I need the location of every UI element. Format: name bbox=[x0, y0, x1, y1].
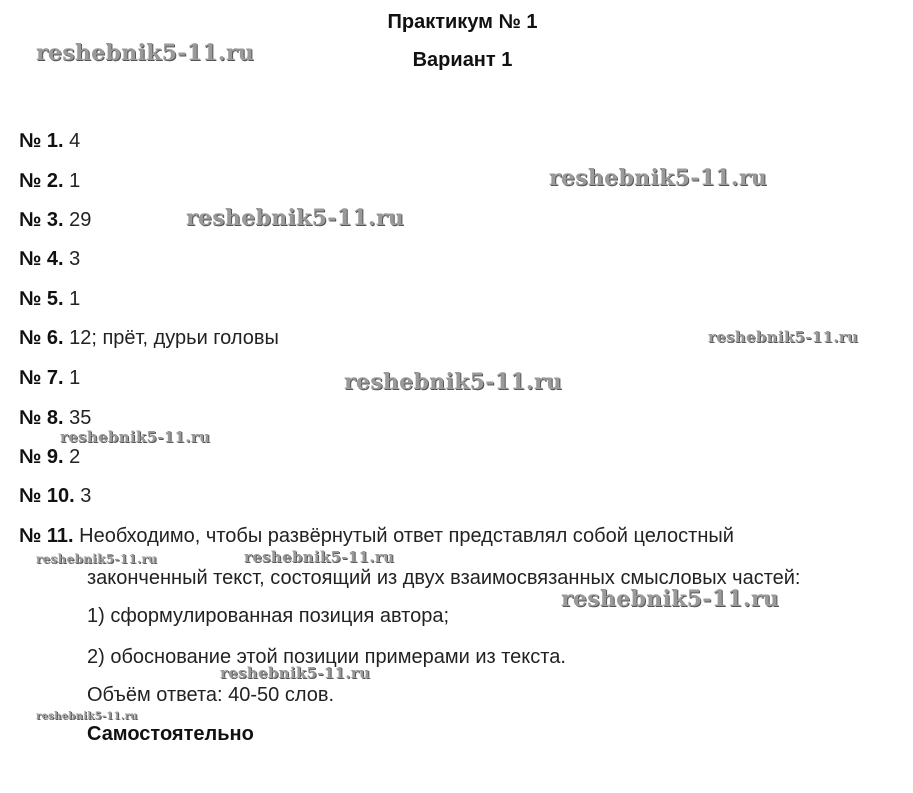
answer-label: № 9. bbox=[19, 446, 64, 468]
answer-label: № 2. bbox=[19, 170, 64, 192]
task11-line2: законченный текст, состоящий из двух взаимосвязанных смысловых частей: bbox=[87, 567, 801, 589]
watermark: reshebnik5-11.ru bbox=[344, 369, 563, 395]
answer-10 bbox=[19, 484, 91, 508]
answer-value: 3 bbox=[80, 485, 92, 507]
answer-6 bbox=[19, 326, 279, 350]
answer-label: № 5. bbox=[19, 288, 64, 310]
watermark: reshebnik5-11.ru bbox=[708, 328, 859, 346]
answer-11 bbox=[19, 524, 734, 548]
answer-9 bbox=[19, 445, 80, 469]
task11-volume: Объём ответа: 40-50 слов. bbox=[87, 684, 335, 706]
watermark: reshebnik5-11.ru bbox=[244, 548, 395, 566]
page-title: Практикум № 1 bbox=[387, 11, 538, 33]
answer-value: 1 bbox=[69, 367, 81, 389]
answer-3 bbox=[19, 208, 91, 232]
answer-2 bbox=[19, 169, 80, 193]
variant-title: Вариант 1 bbox=[412, 49, 513, 71]
watermark: reshebnik5-11.ru bbox=[36, 552, 158, 566]
watermark: reshebnik5-11.ru bbox=[186, 205, 405, 231]
answer-4 bbox=[19, 247, 80, 271]
watermark: reshebnik5-11.ru bbox=[60, 428, 211, 446]
answer-value: 1 bbox=[69, 288, 81, 310]
answer-value: 12; прёт, дурьи головы bbox=[69, 327, 279, 349]
answer-label: № 8. bbox=[19, 407, 64, 429]
answer-5 bbox=[19, 287, 80, 311]
answer-value: 2 bbox=[69, 446, 81, 468]
answer-7 bbox=[19, 366, 80, 390]
self-label: Самостоятельно bbox=[87, 723, 254, 745]
watermark: reshebnik5-11.ru bbox=[36, 40, 255, 66]
watermark: reshebnik5-11.ru bbox=[549, 165, 768, 191]
answer-value: 35 bbox=[69, 407, 92, 429]
answer-label: № 10. bbox=[19, 485, 75, 507]
answer-8 bbox=[19, 406, 91, 430]
answer-label: № 11. bbox=[19, 525, 74, 547]
answer-label: № 7. bbox=[19, 367, 64, 389]
watermark: reshebnik5-11.ru bbox=[220, 664, 371, 682]
answer-label: № 1. bbox=[19, 130, 64, 152]
answer-label: № 3. bbox=[19, 209, 64, 231]
answer-value: 3 bbox=[69, 248, 81, 270]
answer-value: 4 bbox=[69, 130, 81, 152]
answer-label: № 6. bbox=[19, 327, 64, 349]
task11-item2: 2) обоснование этой позиции примерами из текста. bbox=[87, 646, 566, 668]
watermark: reshebnik5-11.ru bbox=[561, 586, 780, 612]
task11-item1: 1) сформулированная позиция автора; bbox=[87, 605, 450, 627]
watermark: reshebnik5-11.ru bbox=[36, 711, 138, 722]
answer-1 bbox=[19, 129, 80, 153]
answer-value: 1 bbox=[69, 170, 81, 192]
answer-value: Необходимо, чтобы развёрнутый ответ представлял собой целостный bbox=[79, 525, 734, 547]
answer-value: 29 bbox=[69, 209, 92, 231]
answer-label: № 4. bbox=[19, 248, 64, 270]
